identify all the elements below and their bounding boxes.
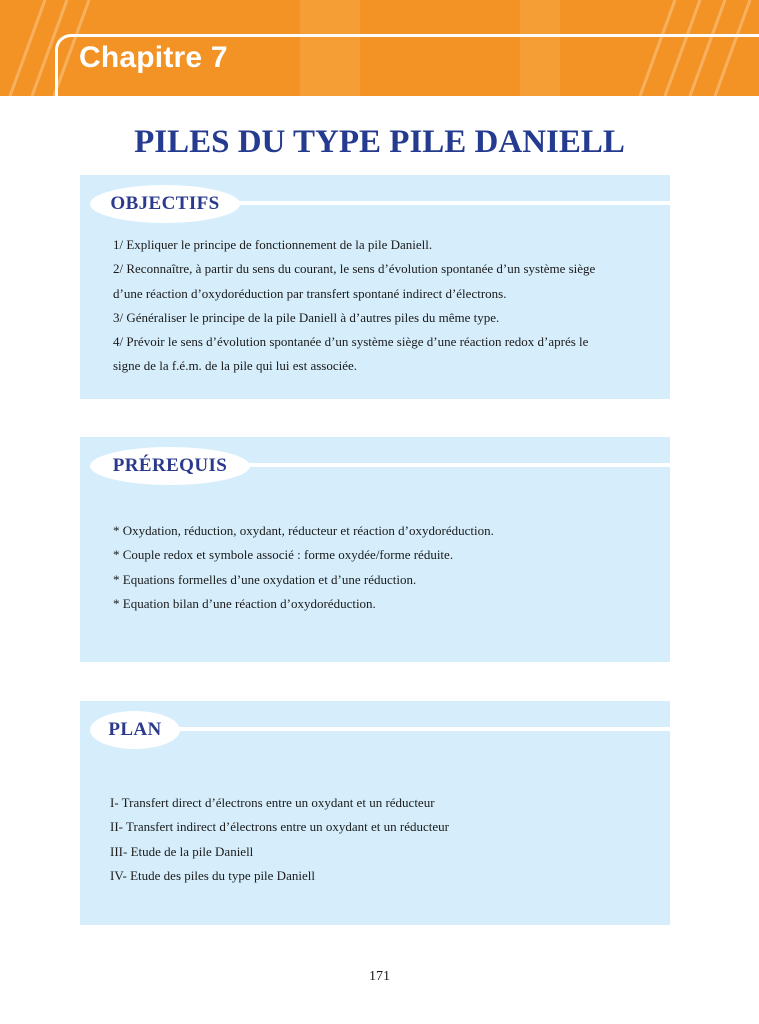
plan-list <box>110 791 656 888</box>
prerequis-tab <box>90 447 250 485</box>
plan-line: II- Transfert indirect d’électrons entre un oxydant et un réducteur <box>110 819 449 835</box>
prerequis-line: * Equations formelles d’une oxydation et d’une réduction. <box>113 571 417 587</box>
chapter-label: Chapitre 7 <box>79 41 228 74</box>
plan-line: III- Etude de la pile Daniell <box>110 843 254 859</box>
objectifs-line: 2/ Reconnaître, à partir du sens du courant, le sens d’évolution spontanée d’un système siège <box>113 261 596 277</box>
objectifs-line: 1/ Expliquer le principe de fonctionnement de la pile Daniell. <box>113 237 433 252</box>
objectifs-line: 3/ Généraliser le principe de la pile Daniell à d’autres piles du même type. <box>113 309 500 325</box>
section-tab-line <box>170 727 670 731</box>
objectifs-tab <box>90 185 240 223</box>
prerequis-line: * Equation bilan d’une réaction d’oxydoréduction. <box>113 595 376 611</box>
section-tab-line <box>190 201 670 205</box>
objectifs-line: 4/ Prévoir le sens d’évolution spontanée d’un système siège d’une réaction redox d’aprés le <box>113 334 589 350</box>
objectifs-list <box>113 233 656 379</box>
chapter-header-band <box>0 0 759 96</box>
plan-tab <box>90 711 180 749</box>
plan-line: IV- Etude des piles du type pile Daniell <box>110 867 315 883</box>
prerequis-heading: PRÉREQUIS <box>112 455 228 476</box>
page-title: PILES DU TYPE PILE DANIELL <box>134 124 625 160</box>
plan-section <box>80 701 670 925</box>
prerequis-list <box>113 519 656 616</box>
objectifs-line: d’une réaction d’oxydoréduction par transfert spontané indirect d’électrons. <box>113 285 507 301</box>
prerequis-section <box>80 437 670 662</box>
prerequis-line: * Oxydation, réduction, oxydant, réducteur et réaction d’oxydoréduction. <box>113 523 494 538</box>
section-tab-line <box>240 463 670 467</box>
plan-line: I- Transfert direct d’électrons entre un oxydant et un réducteur <box>110 795 435 810</box>
prerequis-line: * Couple redox et symbole associé : forme oxydée/forme réduite. <box>113 547 454 563</box>
plan-heading: PLAN <box>108 719 162 740</box>
page-number: 171 <box>369 969 390 984</box>
objectifs-heading: OBJECTIFS <box>110 193 220 214</box>
objectifs-section <box>80 175 670 399</box>
objectifs-line: signe de la f.é.m. de la pile qui lui est associée. <box>113 358 358 374</box>
